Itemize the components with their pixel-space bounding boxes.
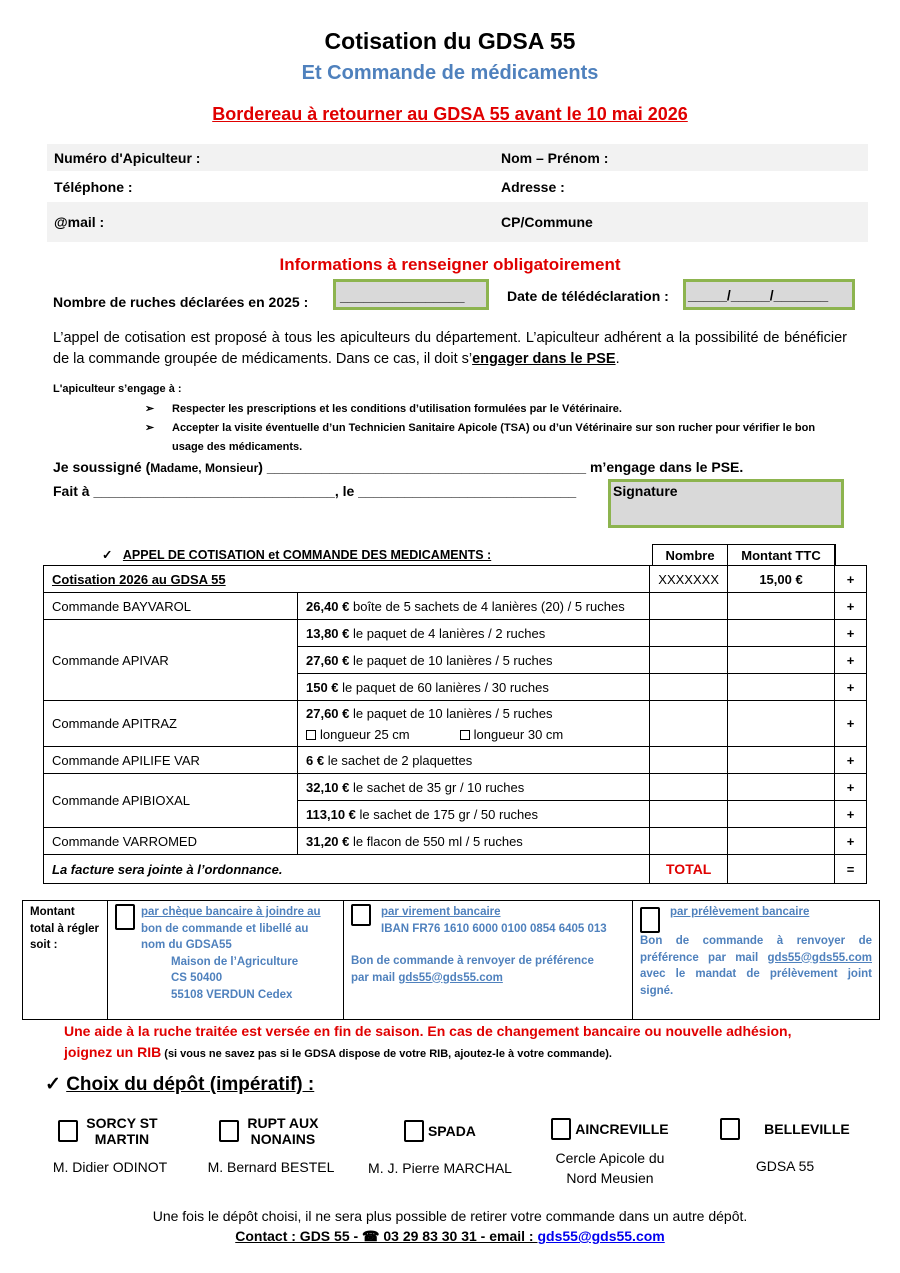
montant-input[interactable] [728,801,835,828]
mandatory-heading: Informations à renseigner obligatoirement [279,255,621,274]
intro-text: L’appel de cotisation est proposé à tous les apiculteurs du département. L’apiculteur adhérent a la possibilité de bénéficier de la commande groupée de médicaments. Dans ce cas, il doit s’ [53,330,847,367]
mail-field[interactable]: @mail : [54,214,105,230]
product-label: Commande APILIFE VAR [44,747,298,774]
table-title: APPEL DE COTISATION et COMMANDE DES MEDICAMENTS : [122,548,492,562]
nombre-input[interactable] [650,593,728,620]
note-small: (si vous ne savez pas si le GDSA dispose de votre RIB, ajoutez-le à votre commande). [161,1048,612,1060]
je-label: Je soussigné ( [53,459,151,475]
col-montant: Montant TTC [728,545,835,566]
virement-line: par mail [351,971,399,984]
contact-email-link[interactable]: gds55@gds55.com [537,1228,665,1244]
plus-sign: + [835,620,867,647]
checkbox-icon[interactable] [58,1120,78,1142]
desc: boîte de 5 sachets de 4 lanières (20) / 5 ruches [349,598,625,614]
checkbox-icon[interactable] [219,1120,239,1142]
email-link[interactable]: gds55@gds55.com [767,951,872,964]
page-title: Cotisation du GDSA 55 [324,28,576,54]
table-row [44,620,867,647]
pse-emphasis: engager dans le PSE [472,351,616,367]
equals-sign: = [835,855,867,884]
prelevement-line: avec le mandat de prélèvement joint signé. [640,968,872,997]
plus-sign: + [835,747,867,774]
price: 150 € [306,679,339,695]
cheque-address: 55108 VERDUN Cedex [171,988,293,1001]
product-label: Commande APIBIOXAL [44,774,298,828]
nombre-input[interactable] [650,828,728,855]
note-red: Une aide à la ruche traitée est versée en fin de saison. En cas de changement bancaire ou nouvelle adhésion, [64,1023,792,1039]
checkbox-icon[interactable] [404,1120,424,1142]
paren: ) [258,459,263,475]
product-label: Commande VARROMED [44,828,298,855]
checkbox-icon[interactable] [640,907,660,933]
plus-sign: + [835,566,867,593]
montant-input[interactable] [728,620,835,647]
montant-input[interactable] [728,828,835,855]
date-input[interactable]: _____/_____/_______ [683,279,855,310]
product-label: Commande APIVAR [44,620,298,701]
check-icon: ✓ [45,1074,61,1095]
montant-input[interactable] [728,747,835,774]
price: 31,20 € [306,833,350,849]
contact-text: Contact : GDS 55 - ☎ 03 29 83 30 31 - email : [235,1228,538,1244]
desc: le sachet de 175 gr / 50 ruches [355,806,539,822]
checkbox-icon[interactable] [115,904,135,930]
table-row [44,593,867,620]
depot-option[interactable] [700,1118,870,1176]
checkbox-icon[interactable] [720,1118,740,1140]
depot-name: AINCREVILLE [575,1121,669,1137]
arrow-bullet-icon: ➢ [145,422,155,434]
footer-contact [0,1228,900,1245]
arrow-bullet-icon: ➢ [145,403,155,415]
engagement-item: Accepter la visite éventuelle d’un Technicien Sanitaire Apicole (TSA) ou d’un Vétérinaire sur son rucher pour vérifier le bon usage des médicaments. [172,422,816,453]
identity-fields [47,144,868,242]
depot-name: RUPT AUX NONAINS [247,1115,319,1147]
footer-note: Une fois le dépôt choisi, il ne sera plus possible de retirer votre commande dans un autre dépôt. [152,1208,748,1224]
depot-title: Choix du dépôt (impératif) : [66,1074,315,1095]
price: 26,40 € [306,598,350,614]
nombre-input[interactable] [650,801,728,828]
desc: le paquet de 60 lanières / 30 ruches [338,679,549,695]
montant-input[interactable] [728,774,835,801]
nombre-input[interactable] [650,747,728,774]
civility: Madame, Monsieur [150,461,259,475]
checkbox-icon[interactable] [306,730,316,740]
virement-title: par virement bancaire [381,906,501,918]
rib-note [64,1021,844,1065]
nombre-input[interactable] [650,701,728,747]
price: 27,60 € [306,652,350,668]
nombre-input[interactable] [650,620,728,647]
plus-sign: + [835,647,867,674]
note-red: joignez un RIB [64,1044,162,1060]
plus-sign: + [835,774,867,801]
cheque-address: CS 50400 [171,972,223,984]
montant-input[interactable] [728,647,835,674]
deadline-notice: Bordereau à retourner au GDSA 55 avant le 10 mai 2026 [212,104,688,124]
total-row [44,855,867,884]
price: 27,60 € [306,705,350,721]
desc: le paquet de 10 lanières / 5 ruches [349,652,553,668]
option-30cm[interactable] [460,727,564,742]
depot-person: Cercle Apicole du Nord Meusien [555,1150,665,1186]
nombre-input[interactable] [650,647,728,674]
plus-sign: + [835,801,867,828]
table-row [44,828,867,855]
intro-paragraph [53,328,847,370]
page-subtitle: Et Commande de médicaments [301,62,599,84]
depot-person: M. J. Pierre MARCHAL [368,1160,512,1176]
depot-option[interactable] [355,1120,525,1178]
plus-sign: + [835,593,867,620]
check-icon: ✓ [102,548,113,562]
depot-option[interactable] [186,1115,356,1177]
email-link[interactable]: gds55@gds55.com [398,971,503,984]
table-column-headers [652,544,836,566]
depot-person: M. Didier ODINOT [52,1159,168,1175]
desc: le paquet de 10 lanières / 5 ruches [349,705,553,721]
option-label: longueur 25 cm [320,726,410,742]
date-label: Date de télédéclaration : [507,288,669,304]
numero-field[interactable]: Numéro d'Apiculteur : [54,149,201,166]
depot-person: GDSA 55 [755,1158,815,1174]
iban: IBAN FR76 1610 6000 0100 0854 6405 013 [381,922,607,935]
desc: le paquet de 4 lanières / 2 ruches [349,625,546,641]
checkbox-icon[interactable] [460,730,470,740]
desc: le sachet de 35 gr / 10 ruches [349,779,525,795]
depot-option[interactable] [25,1115,195,1177]
depot-option[interactable] [525,1118,695,1188]
price: 13,80 € [306,625,350,641]
desc: le sachet de 2 plaquettes [324,752,473,768]
payment-cheque[interactable] [108,901,344,1020]
engagement-list [145,400,847,457]
cheque-title: par chèque bancaire à joindre au [141,906,321,918]
table-heading [102,547,491,562]
cotisation-nombre: XXXXXXX [650,566,728,593]
col-nombre: Nombre [653,545,728,566]
table-row [44,774,867,801]
payment-label: Montant total à régler soit : [23,901,108,1020]
depot-name: SORCY ST MARTIN [86,1115,158,1147]
option-label: longueur 30 cm [473,726,564,742]
depot-name: BELLEVILLE [764,1121,850,1137]
engagement-heading: L'apiculteur s’engage à : [53,383,182,395]
virement-line: Bon de commande à renvoyer de préférence [351,955,594,967]
cp-field[interactable]: CP/Commune [501,214,593,230]
desc: le flacon de 550 ml / 5 ruches [349,833,523,849]
montant-input[interactable] [728,701,835,747]
prelevement-line: Bon de commande à renvoyer de préférence par mail [640,935,872,964]
payment-virement[interactable] [344,901,633,1020]
plus-sign: + [835,828,867,855]
product-label: Commande BAYVAROL [44,593,298,620]
checkbox-icon[interactable] [551,1118,571,1140]
total-label: TOTAL [666,861,712,877]
product-label: Commande APITRAZ [44,701,298,747]
plus-sign: + [835,674,867,701]
name-blank[interactable]: _________________________________________ [262,459,590,475]
cotisation-montant: 15,00 € [728,566,835,593]
depot-name: SPADA [427,1123,476,1139]
checkbox-icon[interactable] [351,904,371,926]
cotisation-label: Cotisation 2026 au GDSA 55 [44,566,650,593]
facture-note: La facture sera jointe à l’ordonnance. [52,861,283,877]
total-input[interactable] [728,855,835,884]
prelevement-title: par prélèvement bancaire [670,906,810,918]
montant-input[interactable] [728,593,835,620]
option-25cm[interactable] [306,727,410,742]
table-row [44,747,867,774]
signature-box[interactable]: Signature [608,479,844,528]
price: 113,10 € [306,806,356,822]
engagement-item: Respecter les prescriptions et les conditions d’utilisation formulées par le Vétérinaire. [172,403,622,415]
order-table [43,565,867,884]
cheque-line: bon de commande et libellé au [141,922,309,935]
price: 6 € [306,752,325,768]
depot-heading [45,1073,314,1096]
ruches-input[interactable]: ________________ [333,279,489,310]
intro-end: . [615,351,620,367]
pse-commitment-line[interactable] [53,459,743,475]
plus-sign: + [835,701,867,747]
montant-input[interactable] [728,674,835,701]
ruches-label: Nombre de ruches déclarées en 2025 : [53,294,309,310]
payment-table [22,900,880,1020]
table-row [44,701,867,747]
nom-field[interactable]: Nom – Prénom : [501,149,609,166]
depot-person: M. Bernard BESTEL [207,1159,335,1175]
adresse-field[interactable]: Adresse : [501,178,565,195]
engage-text: m’engage dans le PSE. [589,459,744,475]
telephone-field[interactable]: Téléphone : [54,178,133,195]
cheque-address: Maison de l’Agriculture [171,955,299,968]
nombre-input[interactable] [650,774,728,801]
payment-prelevement[interactable] [633,901,880,1020]
cheque-line: nom du GDSA55 [141,939,232,951]
table-row [44,566,867,593]
nombre-input[interactable] [650,674,728,701]
price: 32,10 € [306,779,350,795]
fait-a-line[interactable]: Fait à _______________________________, le ____________________________ [53,483,577,499]
